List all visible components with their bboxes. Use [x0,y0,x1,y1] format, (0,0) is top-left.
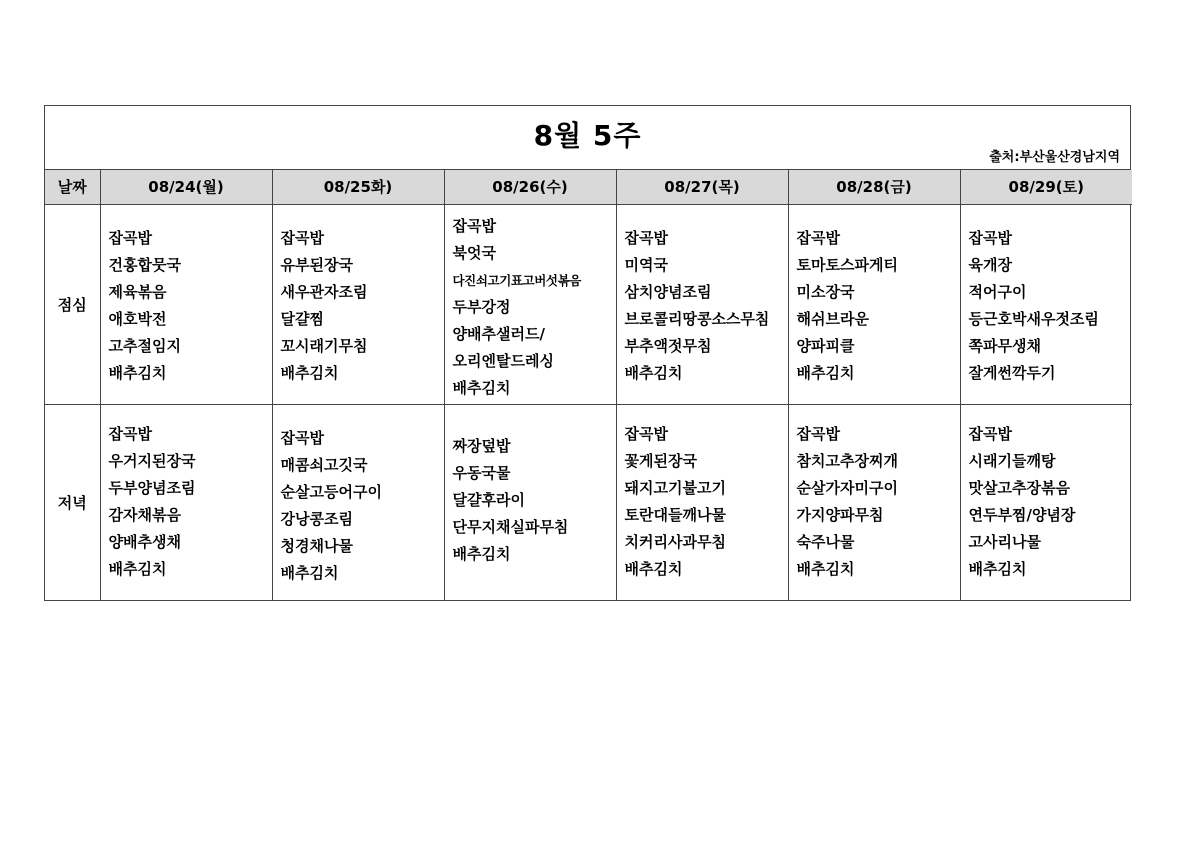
title-row [45,106,1130,170]
menu-cell [100,204,272,404]
menu-list [101,405,272,583]
header-row [45,170,1132,204]
menu-item: 잡곡밥 [108,424,152,443]
menu-item: 배추김치 [452,544,511,563]
menu-list [273,205,444,387]
dinner-row [45,404,1132,600]
menu-item: 등근호박새우젓조림 [968,309,1099,328]
source-note: 출처:부산울산경남지역 [989,150,1120,165]
menu-item: 단무지채실파무침 [452,517,569,536]
menu-cell [616,204,788,404]
menu-item: 우동국물 [452,463,511,482]
menu-item: 고사리나물 [968,532,1041,551]
menu-item: 순살가자미구이 [796,478,898,497]
menu-item: 새우관자조림 [280,282,368,301]
menu-item: 달걀후라이 [452,490,525,509]
menu-item: 시래기들깨탕 [968,451,1056,470]
menu-item: 해쉬브라운 [796,309,869,328]
menu-item: 배추김치 [280,363,339,382]
day-header: 08/26(수) [444,170,616,204]
day-header: 08/29(토) [960,170,1132,204]
menu-item: 다진쇠고기표고버섯볶음 [452,272,581,288]
menu-cell [960,404,1132,600]
menu-list [789,205,960,387]
menu-item: 연두부찜/양념장 [968,505,1076,524]
menu-item: 양배추샐러드/ [452,324,545,343]
menu-item: 배추김치 [280,563,339,582]
menu-item: 맛살고추장볶음 [968,478,1070,497]
menu-item: 삼치양념조림 [624,282,712,301]
menu-item: 부추액젓무침 [624,336,712,355]
menu-table [45,170,1132,600]
menu-cell [960,204,1132,404]
menu-item: 꼬시래기무침 [280,336,368,355]
page-title: 8월 5주 [533,119,642,152]
menu-list [101,205,272,387]
menu-item: 잡곡밥 [968,228,1012,247]
menu-item: 돼지고기불고기 [624,478,726,497]
menu-item: 배추김치 [452,378,511,397]
menu-cell [444,404,616,600]
menu-cell [100,404,272,600]
date-column-header: 날짜 [45,170,100,204]
menu-item: 배추김치 [796,559,855,578]
menu-item: 북엇국 [452,243,496,262]
menu-item: 쪽파무생채 [968,336,1041,355]
menu-list [445,405,616,568]
day-header: 08/27(목) [616,170,788,204]
menu-list [961,205,1133,387]
menu-cell [616,404,788,600]
menu-item: 적어구이 [968,282,1027,301]
menu-item: 브로콜리땅콩소스무침 [624,309,770,328]
menu-item: 짜장덮밥 [452,436,511,455]
day-header: 08/28(금) [788,170,960,204]
menu-item: 매콤쇠고깃국 [280,455,368,474]
menu-cell [788,404,960,600]
menu-item: 우거지된장국 [108,451,196,470]
menu-item: 배추김치 [108,559,167,578]
menu-item: 청경채나물 [280,536,353,555]
menu-item: 고추절임지 [108,336,181,355]
menu-item: 감자채볶음 [108,505,181,524]
menu-item: 달걀찜 [280,309,324,328]
menu-item: 배추김치 [624,559,683,578]
menu-cell [272,204,444,404]
lunch-row [45,204,1132,404]
menu-list [789,405,960,583]
menu-item: 배추김치 [108,363,167,382]
menu-item: 토란대들깨나물 [624,505,726,524]
menu-cell [444,204,616,404]
menu-item: 애호박전 [108,309,167,328]
menu-item: 잡곡밥 [108,228,152,247]
menu-item: 오리엔탈드레싱 [452,351,554,370]
lunch-label: 점심 [45,204,100,404]
menu-item: 건홍합뭇국 [108,255,181,274]
menu-item: 잡곡밥 [280,228,324,247]
menu-item: 두부양념조림 [108,478,196,497]
menu-cell [788,204,960,404]
menu-item: 두부강정 [452,297,511,316]
menu-item: 참치고추장찌개 [796,451,898,470]
menu-item: 강낭콩조림 [280,509,353,528]
menu-item: 미소장국 [796,282,855,301]
menu-item: 치커리사과무침 [624,532,726,551]
menu-cell [272,404,444,600]
day-header: 08/25화) [272,170,444,204]
menu-item: 잡곡밥 [968,424,1012,443]
menu-item: 배추김치 [796,363,855,382]
menu-list [961,405,1133,583]
menu-item: 배추김치 [968,559,1027,578]
menu-list [273,405,444,587]
menu-item: 육개장 [968,255,1012,274]
menu-item: 잡곡밥 [452,216,496,235]
menu-item: 잡곡밥 [624,228,668,247]
menu-item: 미역국 [624,255,668,274]
menu-list [617,205,788,387]
menu-item: 양배추생채 [108,532,181,551]
menu-item: 잡곡밥 [624,424,668,443]
dinner-label: 저녁 [45,404,100,600]
day-header: 08/24(월) [100,170,272,204]
menu-item: 잘게썬깍두기 [968,363,1056,382]
menu-sheet [44,105,1131,601]
menu-list [445,205,616,402]
menu-item: 가지양파무침 [796,505,884,524]
menu-item: 잡곡밥 [280,428,324,447]
menu-item: 잡곡밥 [796,424,840,443]
menu-item: 순살고등어구이 [280,482,382,501]
menu-item: 배추김치 [624,363,683,382]
menu-item: 숙주나물 [796,532,855,551]
menu-item: 양파피클 [796,336,855,355]
menu-item: 제육볶음 [108,282,167,301]
menu-item: 유부된장국 [280,255,353,274]
menu-list [617,405,788,583]
menu-item: 꽃게된장국 [624,451,697,470]
menu-item: 잡곡밥 [796,228,840,247]
menu-item: 토마토스파게티 [796,255,898,274]
